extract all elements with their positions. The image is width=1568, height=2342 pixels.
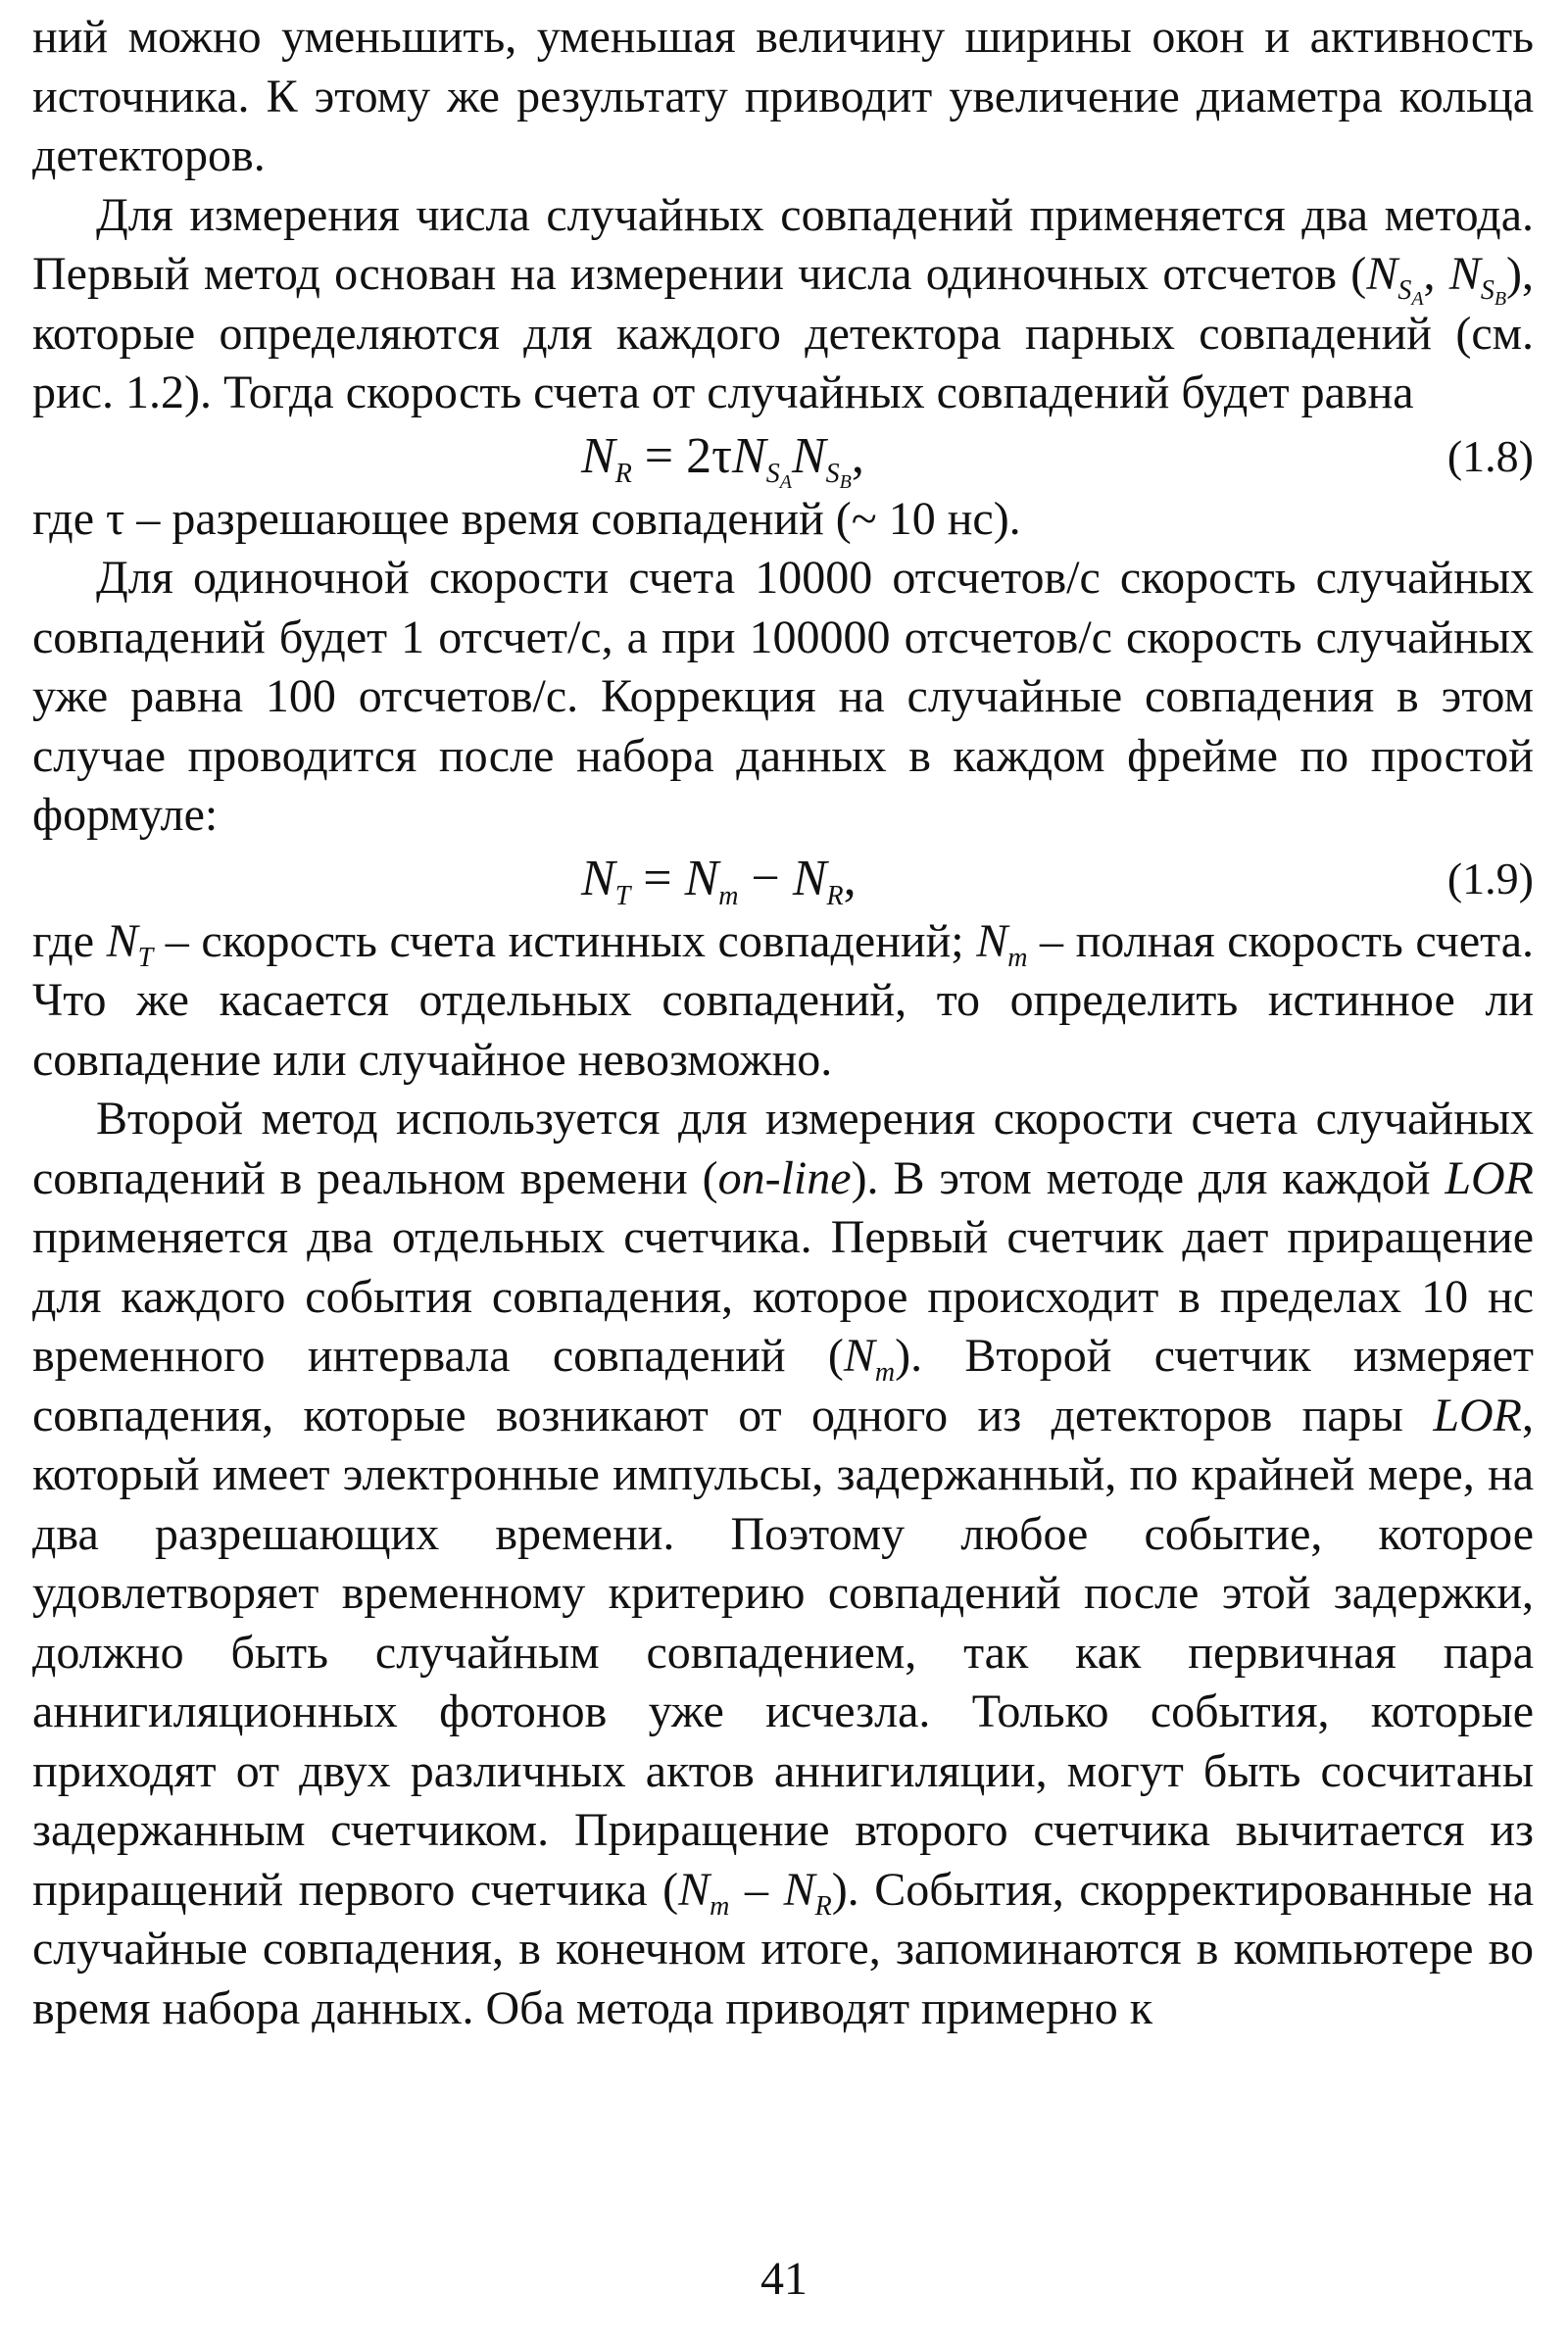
paragraph-single-count-rate: Для одиночной скорости счета 10000 отсчетов/с скорость случайных совпадений будет 1 отсчет/с, а при 100000 отсчетов/с скорость случайных уже равна 100 отсчетов/с. Коррекция на случайные совпадения в этом случае проводится после набора данных в каждом фрейме по простой формуле:	[32, 552, 1534, 841]
body-text	[32, 8, 1534, 2038]
paragraph-true-coincidences: где $N_T$ – скорость счета истинных совпадений; $N_m$ – полная скорость счета. Что же касается отдельных совпадений, то определить истинное ли совпадение или случайное невозможно.	[32, 914, 1534, 1086]
equation-1-9	[32, 846, 1534, 912]
paragraph-continuation: ний можно уменьшить, уменьшая величину ширины окон и активность источника. К этому же результату приводит увеличение диаметра кольца детекторов.	[32, 11, 1534, 181]
paragraph-tau-definition: где τ – разрешающее время совпадений (~ 10 нс).	[32, 492, 1021, 545]
equation-1-9-formula: $N_T = N_m - N_R$,	[581, 850, 857, 911]
symbol-n-sb: $N_{S_B}$	[1448, 248, 1507, 310]
equation-number: (1.8)	[1446, 430, 1534, 481]
symbol-n-sa: $N_{S_A}$	[1366, 248, 1424, 310]
paragraph-random-coincidences-method-1: Для измерения числа случайных совпадений применяется два метода. Первый метод основан на измерении числа одиночных отсчетов ($N_{S_A}$, $N_{S_B}$), которые определяются для каждого детектора парных совпадений (см. рис. 1.2). Тогда скорость счета от случайных совпадений будет равна	[32, 188, 1535, 418]
equation-number: (1.9)	[1446, 853, 1534, 903]
equation-1-8	[32, 423, 1534, 493]
page-number: 41	[760, 2253, 808, 2305]
equation-1-8-formula: $N_R = 2\tau N_{S_A}N_{S_B}$,	[581, 427, 864, 493]
paragraph-random-coincidences-method-2: Второй метод используется для измерения скорости счета случайных совпадений в реальном времени (on-line). В этом методе для каждой LOR применяется два отдельных счетчика. Первый счетчик дает приращение для каждого события совпадения, которое происходит в пределах 10 нс временного интервала совпадений $(N_m)$. Второй счетчик измеряет совпадения, которые возникают от одного из детекторов пары LOR, который имеет электронные импульсы, задержанный, по крайней мере, на два разрешающих времени. Поэтому любое событие, которое удовлетворяет временному критерию совпадений после этой задержки, должно быть случайным совпадением, так как первичная пара аннигиляционных фотонов уже исчезла. Только события, которые приходят от двух различных актов аннигиляции, могут быть сосчитаны задержанным счетчиком. Приращение второго счетчика вычитается из приращений первого счетчика $(N_m - N_R)$. События, скорректированные на случайные совпадения, в конечном итоге, запоминаются в компьютере во время набора данных. Оба метода приводят примерно к	[32, 1093, 1535, 2034]
